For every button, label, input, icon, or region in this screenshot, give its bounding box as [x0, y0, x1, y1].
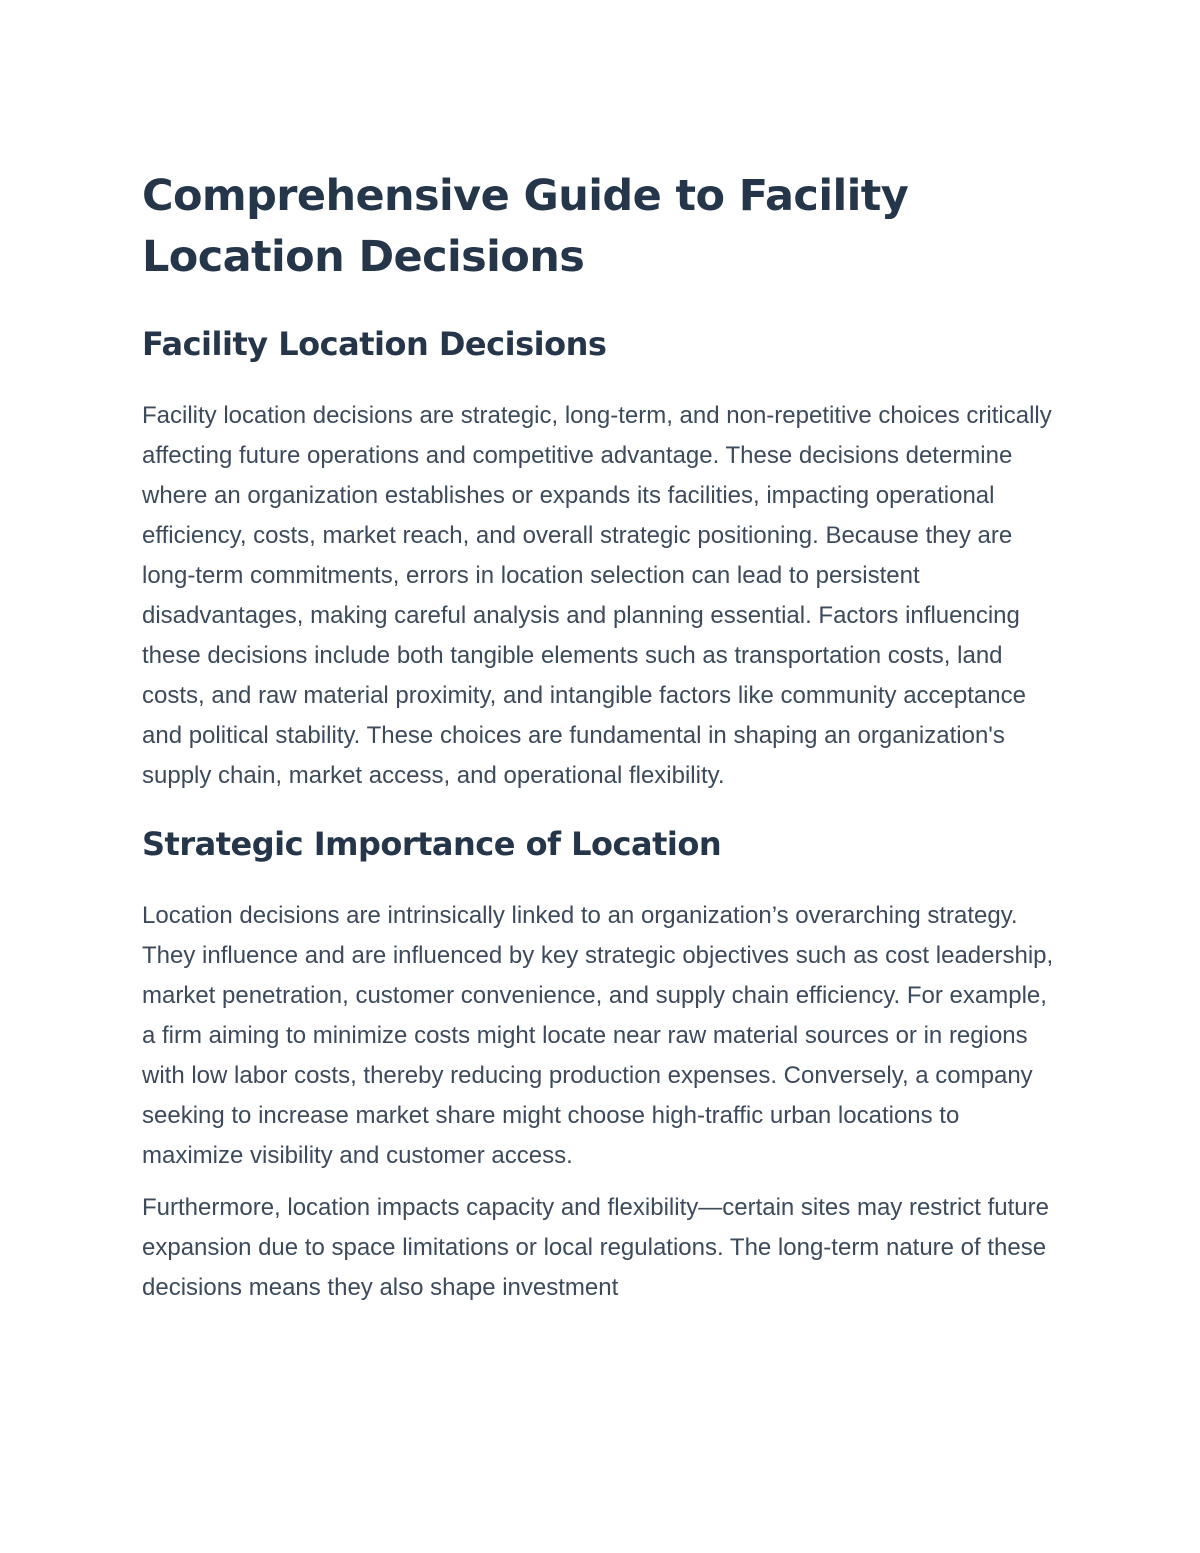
- section-facility-location-decisions: [142, 324, 1062, 796]
- section-heading: Strategic Importance of Location: [142, 825, 722, 863]
- section-heading: Facility Location Decisions: [142, 325, 607, 363]
- paragraph: Furthermore, location impacts capacity and flexibility—certain sites may restrict future expansion due to space limitations or local regulations. The long-term nature of these decisions means they also shape investment: [142, 1194, 1049, 1301]
- paragraph: Facility location decisions are strategic, long-term, and non-repetitive choices critically affecting future operations and competitive advantage. These decisions determine where an organization establishes or expands its facilities, impacting operational efficiency, costs, market reach, and overall strategic positioning. Because they are long-term commitments, errors in location selection can lead to persistent disadvantages, making careful analysis and planning essential. Factors influencing these decisions include both tangible elements such as transportation costs, land costs, and raw material proximity, and intangible factors like community acceptance and political stability. These choices are fundamental in shaping an organization's supply chain, market access, and operational flexibility.: [142, 402, 1052, 789]
- paragraph: Location decisions are intrinsically linked to an organization’s overarching strategy. They influence and are influenced by key strategic objectives such as cost leadership, market penetration, customer convenience, and supply chain efficiency. For example, a firm aiming to minimize costs might locate near raw material sources or in regions with low labor costs, thereby reducing production expenses. Conversely, a company seeking to increase market share might choose high-traffic urban locations to maximize visibility and customer access.: [142, 902, 1054, 1169]
- section-strategic-importance: [142, 824, 1062, 1308]
- document-title: Comprehensive Guide to Facility Location Decisions: [142, 171, 909, 282]
- document-page: [142, 166, 1062, 1308]
